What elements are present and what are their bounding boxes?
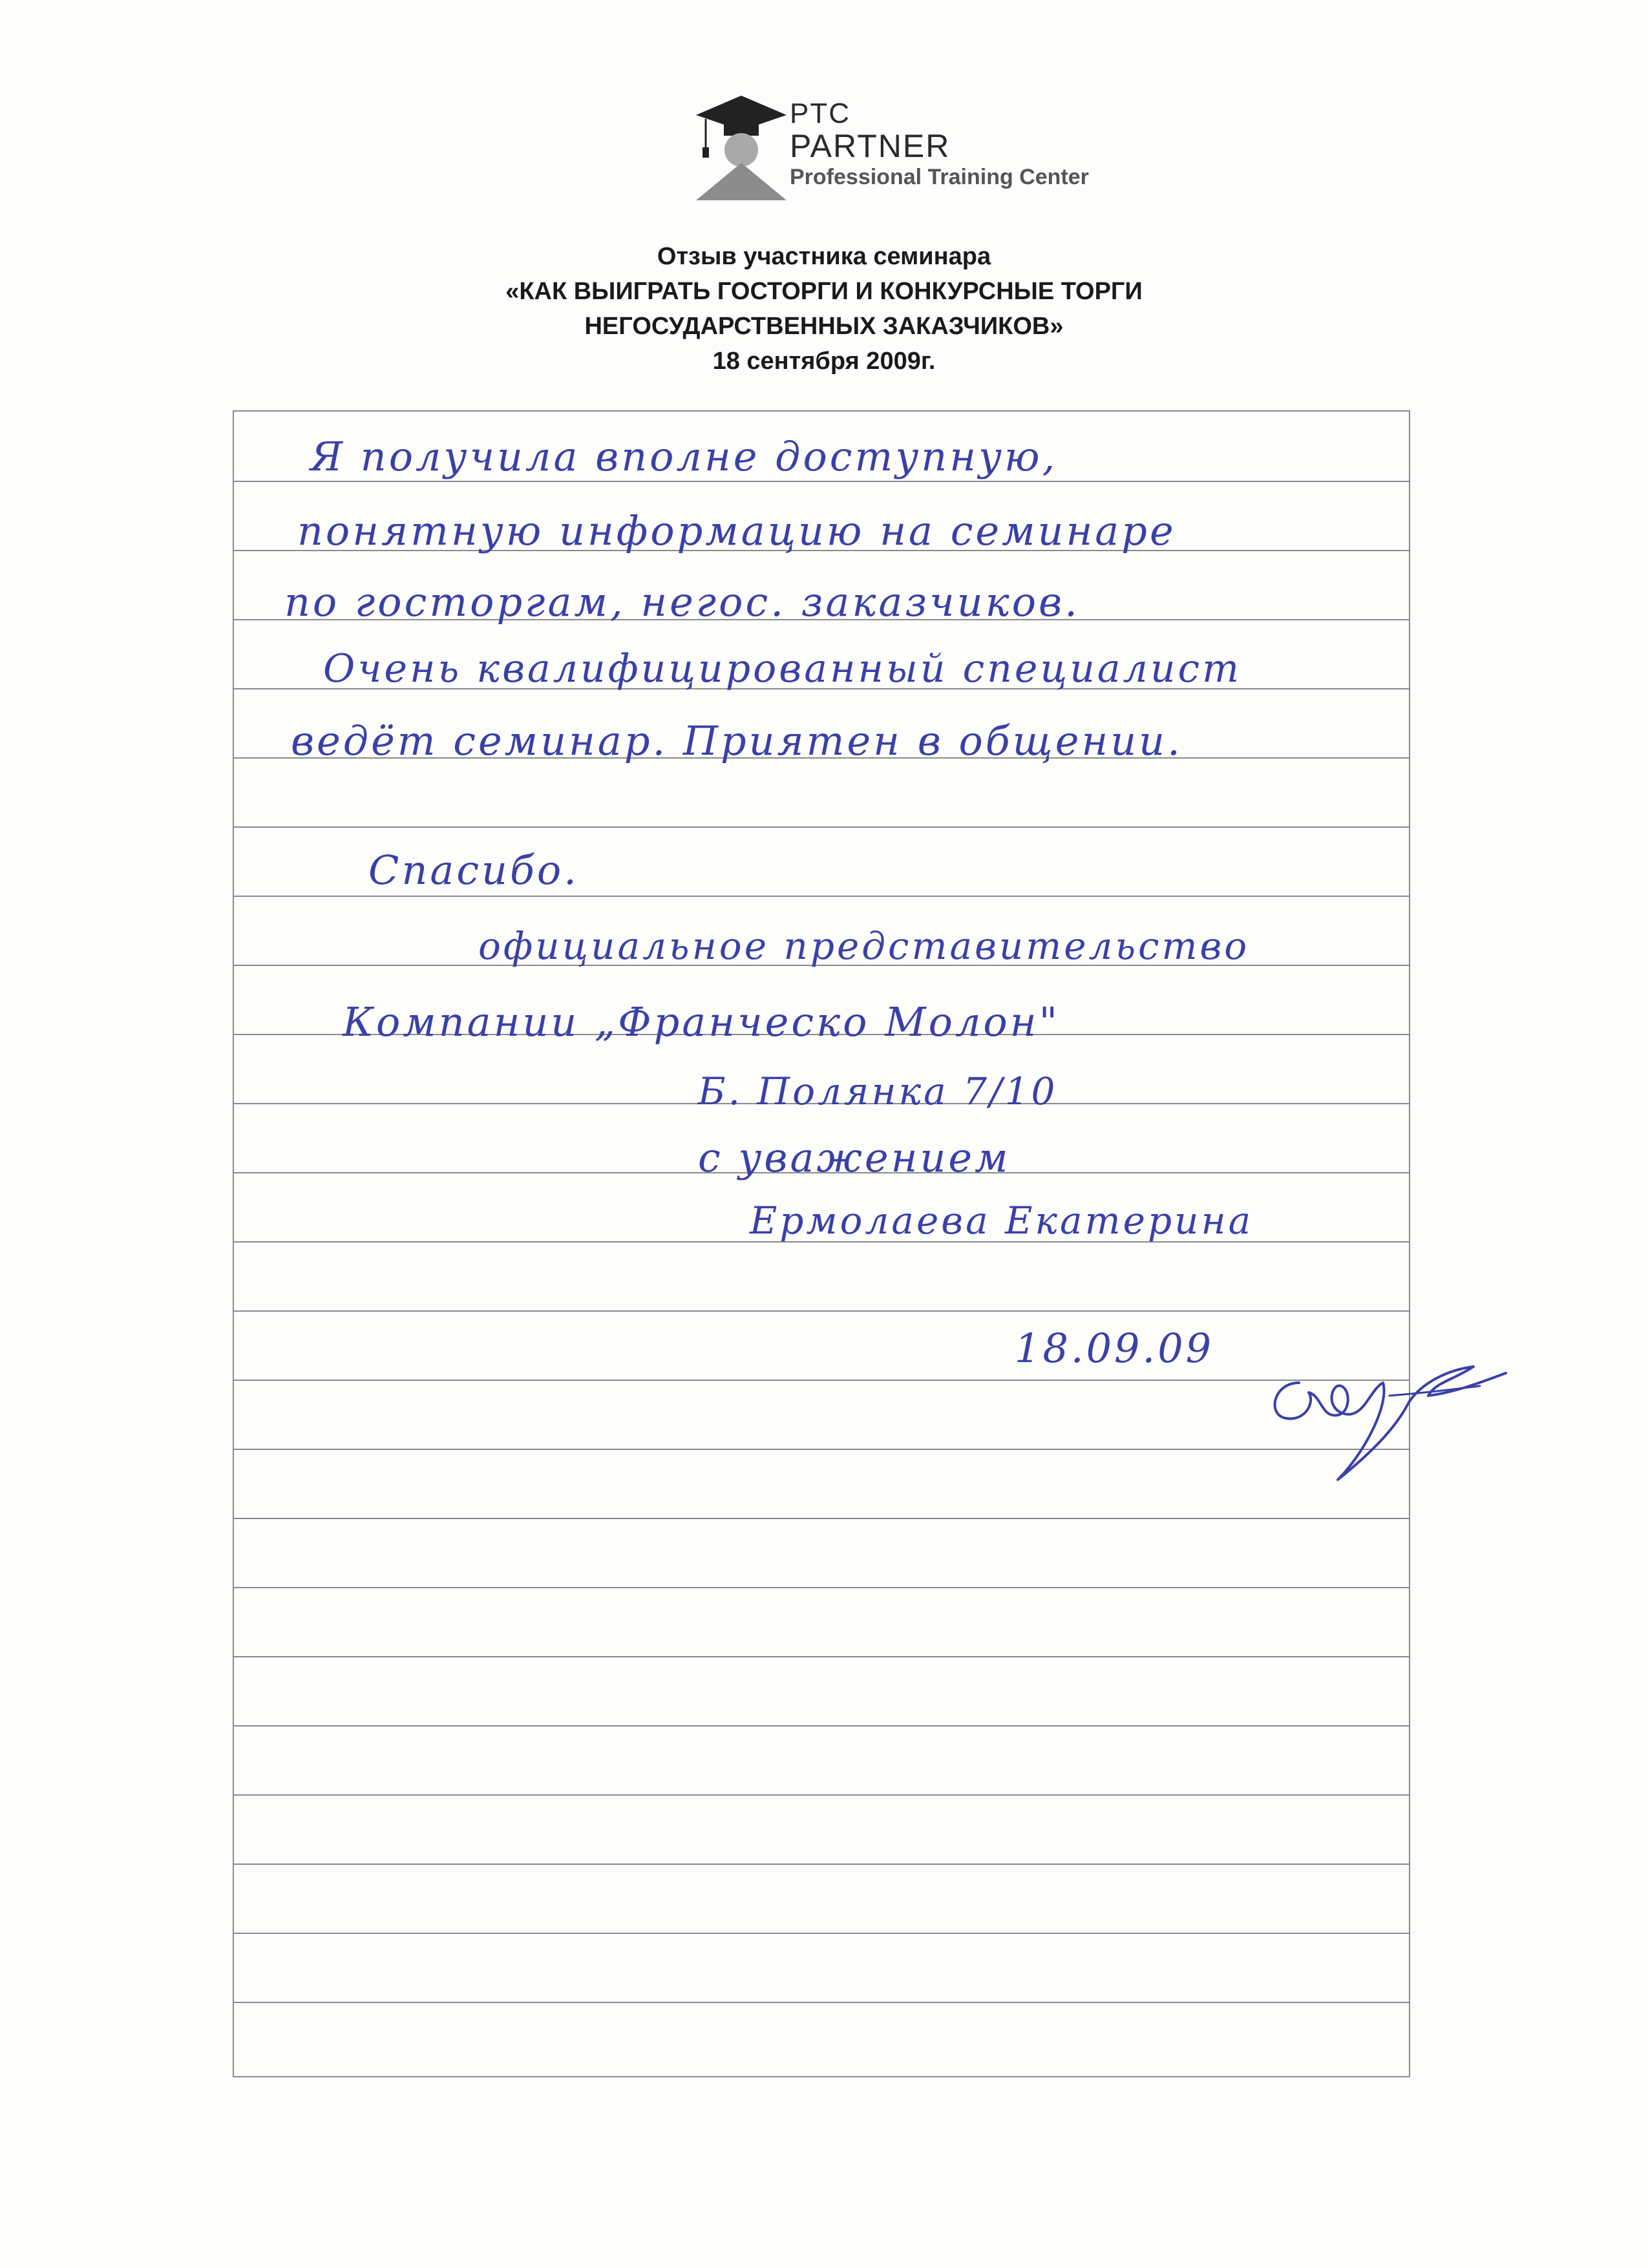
- review-line-1: Я получила вполне доступную,: [310, 433, 1058, 480]
- review-thanks: Спасибо.: [368, 846, 579, 894]
- logo-ptc: PTC: [790, 98, 850, 129]
- signoff-line-5: Ермолаева Екатерина: [750, 1199, 1254, 1243]
- graduation-cap-icon: [693, 90, 790, 204]
- writing-rule-line: [234, 1864, 1409, 1865]
- review-line-3: по госторгам, негос. заказчиков.: [284, 578, 1080, 625]
- writing-rule-line: [234, 896, 1409, 897]
- heading-title: Отзыв участника семинара: [657, 243, 991, 270]
- writing-rule-line: [234, 1933, 1409, 1934]
- writing-rule-line: [234, 1656, 1409, 1657]
- writing-rule-line: [234, 1725, 1409, 1727]
- writing-rule-line: [234, 1310, 1409, 1312]
- writing-rule-line: [234, 1380, 1409, 1381]
- writing-rule-line: [234, 1518, 1409, 1519]
- logo-partner: PARTNER: [790, 128, 951, 164]
- signature-scribble: [1260, 1357, 1512, 1486]
- review-line-5: ведёт семинар. Приятен в общении.: [291, 717, 1183, 764]
- writing-rule-line: [234, 1587, 1409, 1588]
- signoff-line-4: с уважением: [698, 1134, 1011, 1181]
- ptc-partner-logo: [693, 90, 1184, 207]
- writing-rule-line: [234, 826, 1409, 828]
- signoff-line-2: Компании „Франческо Молон": [343, 998, 1061, 1045]
- heading-date: 18 сентября 2009г.: [712, 348, 936, 375]
- heading-seminar-line2: НЕГОСУДАРСТВЕННЫХ ЗАКАЗЧИКОВ»: [584, 313, 1064, 340]
- logo-tagline: Professional Training Center: [790, 165, 1089, 189]
- writing-rule-line: [234, 2002, 1409, 2003]
- review-line-2: понятную информацию на семинаре: [297, 507, 1176, 554]
- form-heading: [0, 239, 1648, 379]
- writing-rule-line: [234, 481, 1409, 482]
- writing-rule-line: [234, 1794, 1409, 1796]
- review-line-4: Очень квалифицированный специалист: [323, 646, 1241, 691]
- review-date: 18.09.09: [1015, 1325, 1214, 1372]
- heading-seminar-line1: «КАК ВЫИГРАТЬ ГОСТОРГИ И КОНКУРСНЫЕ ТОРГИ: [505, 278, 1143, 305]
- writing-rule-line: [234, 1449, 1409, 1450]
- signoff-line-1: официальное представительство: [478, 924, 1250, 968]
- signoff-line-3: Б. Полянка 7/10: [698, 1069, 1058, 1113]
